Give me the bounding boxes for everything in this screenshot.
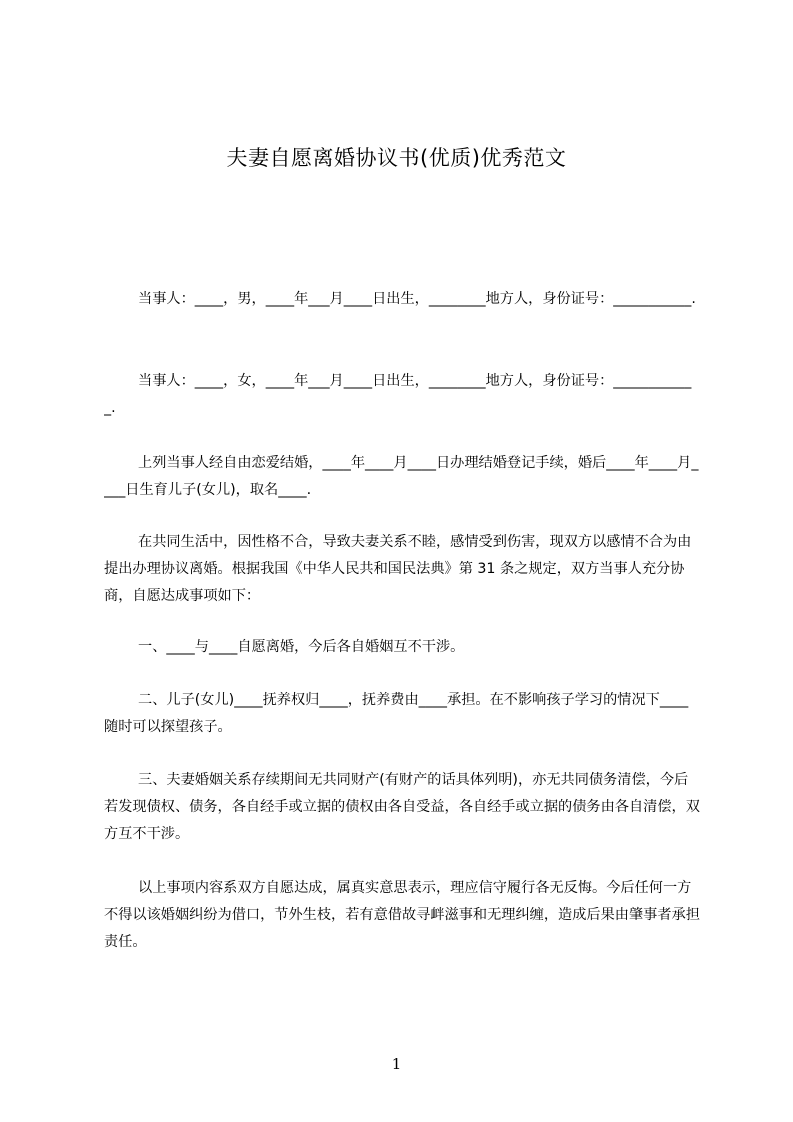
- marriage-info-paragraph: 上列当事人经自由恋爱结婚，____年____月____日办理结婚登记手续，婚后____年____月____日生育儿子(女儿)，取名____.: [104, 455, 699, 498]
- divorce-reason-paragraph: 在共同生活中，因性格不合，导致夫妻关系不睦，感情受到伤害，现双方以感情不合为由提出办理协议离婚。根据我国《中华人民共和国民法典》第 31 条之规定，双方当事人充分协商，自愿达成事项如下：: [104, 534, 692, 604]
- page-number: 1: [391, 1055, 402, 1073]
- page-title: 夫妻自愿离婚协议书(优质)优秀范文: [226, 146, 567, 170]
- clause-1-paragraph: 一、____与____自愿离婚，今后各自婚姻互不干涉。: [138, 639, 465, 655]
- clause-3-paragraph: 三、夫妻婚姻关系存续期间无共同财产(有财产的话具体列明)，亦无共同债务清偿，今后若发现债权、债务，各自经手或立据的债权由各自受益，各自经手或立据的债务由各自清偿，双方互不干涉。: [104, 772, 700, 842]
- party-male-paragraph: 当事人：____，男，____年___月____日出生，________地方人，身份证号：___________.: [138, 291, 696, 307]
- clause-2-paragraph: 二、儿子(女儿)____抚养权归____，抚养费由____承担。在不影响孩子学习的情况下____随时可以探望孩子。: [104, 692, 689, 735]
- closing-paragraph: 以上事项内容系双方自愿达成，属真实意思表示，理应信守履行各无反悔。今后任何一方不得以该婚姻纠纷为借口，节外生枝，若有意借故寻衅滋事和无理纠缠，造成后果由肇事者承担责任。: [104, 880, 700, 950]
- party-female-paragraph: 当事人：____，女，____年___月____日出生，________地方人，身份证号：____________.: [104, 373, 692, 416]
